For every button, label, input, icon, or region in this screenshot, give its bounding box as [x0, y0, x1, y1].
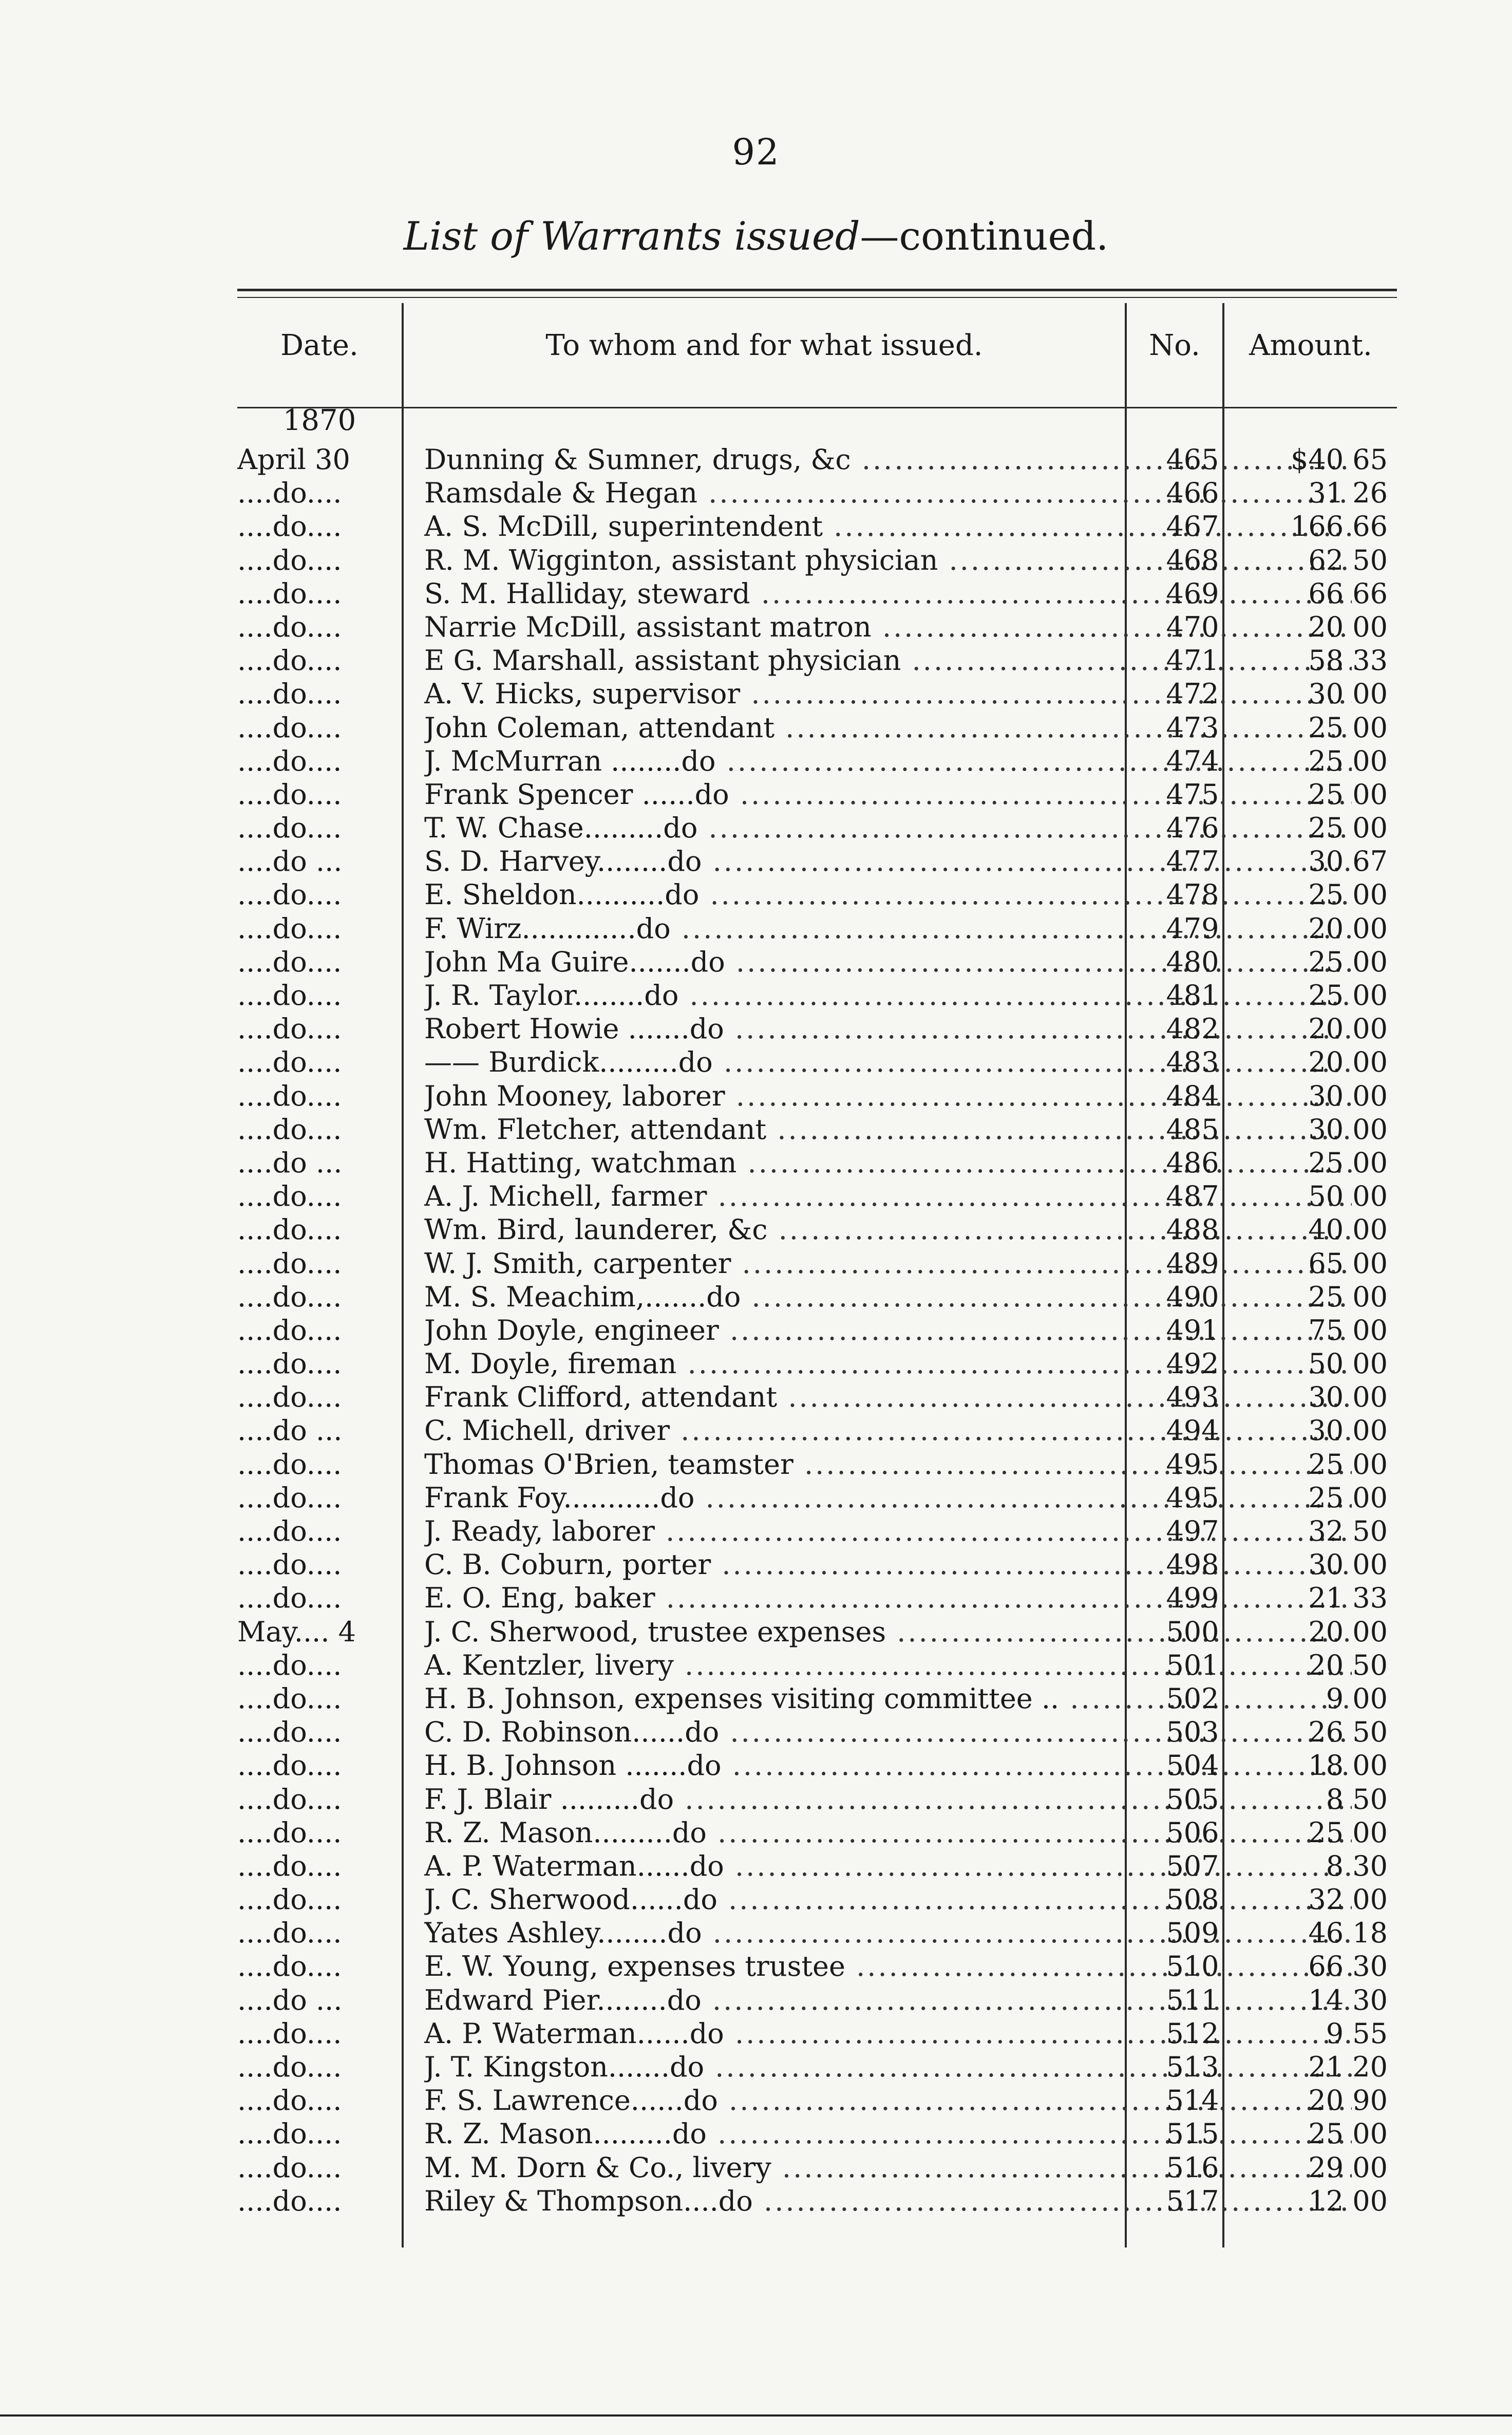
table-row	[237, 610, 1397, 644]
row-date: ....do....	[237, 1481, 342, 1514]
row-date: ....do....	[237, 1280, 342, 1313]
row-amount: 30 67	[1308, 845, 1388, 878]
row-description: A. J. Michell, farmer .....	[424, 1179, 1352, 1213]
row-date: ....do....	[237, 1749, 342, 1782]
row-amount: 25 00	[1308, 979, 1388, 1012]
row-date: ....do....	[237, 1079, 342, 1112]
row-number: 477	[1166, 845, 1219, 878]
table-row	[237, 443, 1397, 476]
row-amount: 21 20	[1308, 2051, 1388, 2083]
table-row	[237, 1113, 1397, 1146]
row-number: 506	[1166, 1816, 1219, 1849]
table-row	[237, 778, 1397, 811]
table-row	[237, 510, 1397, 543]
table-row	[237, 1045, 1397, 1079]
table-row	[237, 1950, 1397, 1983]
row-number: 494	[1166, 1414, 1219, 1447]
row-number: 516	[1166, 2151, 1219, 2184]
row-date: ....do....	[237, 878, 342, 911]
row-description: M. Doyle, fireman .....	[424, 1347, 1352, 1380]
table-row	[237, 1849, 1397, 1883]
row-number: 481	[1166, 979, 1219, 1012]
row-date: ....do ...	[237, 845, 343, 878]
table-row	[237, 1883, 1397, 1916]
row-description: E. O. Eng, baker .....	[424, 1581, 1352, 1615]
header-date: Date.	[280, 329, 358, 362]
row-amount: 46 18	[1308, 1917, 1388, 1950]
table-row	[237, 1481, 1397, 1514]
row-amount: 25 00	[1308, 1481, 1388, 1514]
row-amount: 25 00	[1308, 1448, 1388, 1481]
row-number: 486	[1166, 1146, 1219, 1179]
row-description: —— Burdick.........do .....	[424, 1045, 1352, 1079]
table-row	[237, 1280, 1397, 1314]
row-description: Wm. Bird, launderer, &c .....	[424, 1213, 1352, 1246]
page-number: 92	[732, 131, 780, 173]
row-description: A. S. McDill, superintendent .....	[424, 510, 1352, 543]
row-amount: 32 00	[1308, 1883, 1388, 1916]
row-amount: 25 00	[1308, 812, 1388, 845]
table-row	[237, 1581, 1397, 1615]
row-number: 487	[1166, 1180, 1219, 1213]
row-amount: 25 00	[1308, 1280, 1388, 1313]
row-date: ....do....	[237, 2051, 342, 2083]
row-amount: 30 00	[1308, 1381, 1388, 1414]
row-description: S. M. Halliday, steward .....	[424, 577, 1352, 610]
row-description: Frank Clifford, attendant .....	[424, 1380, 1352, 1414]
row-description: Wm. Fletcher, attendant .....	[424, 1113, 1352, 1146]
row-description: W. J. Smith, carpenter .....	[424, 1247, 1352, 1280]
table-row	[237, 878, 1397, 911]
row-description: E. W. Young, expenses trustee .....	[424, 1950, 1352, 1983]
row-number: 483	[1166, 1046, 1219, 1079]
row-date: ....do....	[237, 945, 342, 978]
table-row	[237, 912, 1397, 945]
table-row	[237, 1649, 1397, 1682]
row-number: 488	[1166, 1213, 1219, 1246]
title-plain: continued.	[899, 213, 1109, 259]
row-amount: 30 00	[1308, 678, 1388, 710]
row-amount: 25 00	[1308, 2118, 1388, 2150]
row-amount: 25 00	[1308, 711, 1388, 744]
row-amount: 29 00	[1308, 2151, 1388, 2184]
row-description: J. R. Taylor........do .....	[424, 979, 1352, 1012]
row-date: April 30	[237, 443, 350, 476]
row-amount: 20 00	[1308, 610, 1388, 643]
row-amount: 25 00	[1308, 945, 1388, 978]
year-label: 1870	[282, 404, 356, 437]
row-amount: 14 30	[1308, 1983, 1388, 2016]
row-number: 498	[1166, 1548, 1219, 1581]
row-date: ....do....	[237, 1046, 342, 1079]
table-row	[237, 2117, 1397, 2150]
row-amount: 31 26	[1308, 477, 1388, 510]
row-amount: 30 00	[1308, 1113, 1388, 1146]
row-date: ....do....	[237, 2084, 342, 2117]
table-row	[237, 811, 1397, 845]
row-date: ....do....	[237, 644, 342, 677]
row-description: Dunning & Sumner, drugs, &c .....	[424, 443, 1352, 476]
row-description: Thomas O'Brien, teamster .....	[424, 1448, 1352, 1481]
row-amount: 30 00	[1308, 1079, 1388, 1112]
row-date: ....do....	[237, 1783, 342, 1815]
title-dash: —	[860, 213, 899, 259]
table-row	[237, 544, 1397, 577]
row-number: 501	[1166, 1649, 1219, 1681]
row-number: 511	[1166, 1983, 1219, 2016]
row-amount: 66 66	[1308, 577, 1388, 610]
row-amount: 9 00	[1326, 1682, 1388, 1715]
row-date: ....do....	[237, 1649, 342, 1681]
row-number: 510	[1166, 1950, 1219, 1983]
row-number: 471	[1166, 644, 1219, 677]
row-description: J. C. Sherwood......do .....	[424, 1883, 1352, 1916]
row-description: H. B. Johnson, expenses visiting committee .. .....	[424, 1682, 1352, 1715]
row-date: ....do....	[237, 477, 342, 510]
table-row	[237, 2184, 1397, 2218]
row-number: 472	[1166, 678, 1219, 710]
row-number: 476	[1166, 812, 1219, 845]
row-number: 495	[1166, 1448, 1219, 1481]
table-row	[237, 2050, 1397, 2084]
table-row	[237, 476, 1397, 510]
row-date: ....do....	[237, 510, 342, 543]
row-number: 470	[1166, 610, 1219, 643]
row-description: E G. Marshall, assistant physician .....	[424, 644, 1352, 677]
row-number: 500	[1166, 1615, 1219, 1648]
row-description: F. Wirz.............do .....	[424, 912, 1352, 945]
row-description: H. B. Johnson .......do .....	[424, 1749, 1352, 1782]
table-row	[237, 1448, 1397, 1481]
row-description: Ramsdale & Hegan .....	[424, 476, 1352, 510]
table-row	[237, 677, 1397, 710]
row-number: 517	[1166, 2184, 1219, 2217]
table-row	[237, 2151, 1397, 2184]
table-row	[237, 1012, 1397, 1045]
table-row	[237, 1213, 1397, 1246]
warrant-list	[237, 443, 1397, 2218]
table-row	[237, 1314, 1397, 1347]
row-description: A. P. Waterman......do .....	[424, 1849, 1352, 1883]
row-amount: 25 00	[1308, 744, 1388, 777]
row-number: 507	[1166, 1849, 1219, 1882]
row-amount: $40 65	[1291, 443, 1388, 476]
row-number: 480	[1166, 945, 1219, 978]
table-row	[237, 1146, 1397, 1179]
row-description: John Doyle, engineer .....	[424, 1314, 1352, 1347]
row-number: 490	[1166, 1280, 1219, 1313]
row-description: Robert Howie .......do .....	[424, 1012, 1352, 1045]
table-row	[237, 577, 1397, 610]
row-date: ....do....	[237, 544, 342, 576]
row-amount: 166 66	[1291, 510, 1388, 543]
row-date: ....do....	[237, 711, 342, 744]
row-description: A. P. Waterman......do .....	[424, 2017, 1352, 2050]
row-date: ....do....	[237, 2151, 342, 2184]
row-number: 505	[1166, 1783, 1219, 1815]
header-amount: Amount.	[1249, 329, 1372, 362]
row-date: ....do....	[237, 678, 342, 710]
row-description: R. Z. Mason.........do .....	[424, 1816, 1352, 1849]
row-date: ....do ...	[237, 1146, 343, 1179]
row-amount: 58 33	[1308, 644, 1388, 677]
row-date: ....do....	[237, 778, 342, 811]
table-row	[237, 1414, 1397, 1447]
row-date: ....do....	[237, 1013, 342, 1045]
row-description: John Mooney, laborer .....	[424, 1079, 1352, 1113]
row-number: 466	[1166, 477, 1219, 510]
row-description: J. C. Sherwood, trustee expenses .....	[424, 1615, 1352, 1649]
row-description: R. M. Wigginton, assistant physician .....	[424, 544, 1352, 577]
table-row	[237, 711, 1397, 744]
row-date: ....do....	[237, 1113, 342, 1146]
row-description: H. Hatting, watchman .....	[424, 1146, 1352, 1179]
row-description: J. Ready, laborer .....	[424, 1514, 1352, 1548]
row-amount: 20 90	[1308, 2084, 1388, 2117]
row-description: F. S. Lawrence......do .....	[424, 2084, 1352, 2117]
row-date: ....do....	[237, 1883, 342, 1916]
row-amount: 32 50	[1308, 1515, 1388, 1547]
row-date: ....do....	[237, 1917, 342, 1950]
row-number: 468	[1166, 544, 1219, 576]
row-amount: 20 00	[1308, 1046, 1388, 1079]
row-date: ....do....	[237, 1515, 342, 1547]
row-number: 479	[1166, 912, 1219, 945]
row-description: T. W. Chase.........do .....	[424, 811, 1352, 845]
row-number: 514	[1166, 2084, 1219, 2117]
row-amount: 21 33	[1308, 1582, 1388, 1615]
row-description: Yates Ashley........do .....	[424, 1916, 1352, 1950]
row-number: 503	[1166, 1716, 1219, 1749]
row-number: 508	[1166, 1883, 1219, 1916]
row-description: Frank Spencer ......do .....	[424, 778, 1352, 811]
table-row	[237, 1079, 1397, 1113]
row-date: ....do....	[237, 1448, 342, 1481]
row-amount: 26 50	[1308, 1716, 1388, 1749]
table-row	[237, 2017, 1397, 2050]
header-description: To whom and for what issued.	[545, 329, 983, 362]
row-date: ....do....	[237, 2017, 342, 2050]
row-amount: 30 00	[1308, 1548, 1388, 1581]
row-number: 478	[1166, 878, 1219, 911]
row-description: J. McMurran ........do .....	[424, 744, 1352, 778]
row-amount: 12 00	[1308, 2184, 1388, 2217]
row-date: ....do....	[237, 610, 342, 643]
row-amount: 40 00	[1308, 1213, 1388, 1246]
row-description: F. J. Blair .........do .....	[424, 1783, 1352, 1816]
row-date: ....do....	[237, 744, 342, 777]
row-amount: 18 00	[1308, 1749, 1388, 1782]
table-row	[237, 644, 1397, 677]
row-description: E. Sheldon..........do .....	[424, 878, 1352, 911]
table-row	[237, 1749, 1397, 1782]
table-row	[237, 1783, 1397, 1816]
row-number: 493	[1166, 1381, 1219, 1414]
row-date: ....do....	[237, 812, 342, 845]
row-description: C. B. Coburn, porter .....	[424, 1548, 1352, 1581]
row-description: Edward Pier........do .....	[424, 1983, 1352, 2017]
row-date: ....do....	[237, 912, 342, 945]
row-description: S. D. Harvey........do .....	[424, 845, 1352, 878]
top-rule-thick	[237, 289, 1397, 291]
row-number: 474	[1166, 744, 1219, 777]
table-row	[237, 1816, 1397, 1849]
row-date: ....do....	[237, 1381, 342, 1414]
table-row	[237, 1682, 1397, 1715]
row-number: 504	[1166, 1749, 1219, 1782]
table-row	[237, 1179, 1397, 1213]
row-amount: 9 55	[1326, 2017, 1388, 2050]
row-amount: 25 00	[1308, 1816, 1388, 1849]
row-date: ....do....	[237, 1849, 342, 1882]
row-amount: 20 00	[1308, 1013, 1388, 1045]
table-row	[237, 1916, 1397, 1950]
row-amount: 65 00	[1308, 1247, 1388, 1280]
row-date: ....do....	[237, 577, 342, 610]
row-date: ....do....	[237, 1816, 342, 1849]
row-description: Frank Foy...........do .....	[424, 1481, 1352, 1514]
row-date: ....do....	[237, 1582, 342, 1615]
row-number: 509	[1166, 1917, 1219, 1950]
row-date: ....do....	[237, 1682, 342, 1715]
row-date: ....do....	[237, 2118, 342, 2150]
row-number: 484	[1166, 1079, 1219, 1112]
table-row	[237, 1347, 1397, 1380]
row-description: R. Z. Mason.........do .....	[424, 2117, 1352, 2150]
table-row	[237, 1715, 1397, 1749]
table-row	[237, 945, 1397, 979]
row-date: ....do....	[237, 1314, 342, 1346]
row-description: John Ma Guire.......do .....	[424, 945, 1352, 979]
row-description: J. T. Kingston.......do .....	[424, 2050, 1352, 2084]
row-description: Riley & Thompson....do .....	[424, 2184, 1352, 2218]
table-row	[237, 1615, 1397, 1649]
row-amount: 20 00	[1308, 1615, 1388, 1648]
row-date: ....do....	[237, 1180, 342, 1213]
table-row	[237, 1548, 1397, 1581]
row-number: 515	[1166, 2118, 1219, 2150]
row-number: 492	[1166, 1347, 1219, 1380]
row-number: 495	[1166, 1481, 1219, 1514]
table-row	[237, 1983, 1397, 2017]
row-amount: 62 50	[1308, 544, 1388, 576]
table-row	[237, 1380, 1397, 1414]
row-date: ....do....	[237, 1213, 342, 1246]
table-row	[237, 2084, 1397, 2117]
row-amount: 50 00	[1308, 1347, 1388, 1380]
header-number: No.	[1149, 329, 1200, 362]
row-amount: 66 30	[1308, 1950, 1388, 1983]
row-number: 469	[1166, 577, 1219, 610]
row-description: John Coleman, attendant .....	[424, 711, 1352, 744]
bottom-rule	[0, 2414, 1512, 2417]
row-number: 467	[1166, 510, 1219, 543]
row-amount: 8 30	[1326, 1849, 1388, 1882]
row-date: ....do ...	[237, 1983, 343, 2016]
row-number: 489	[1166, 1247, 1219, 1280]
row-date: ....do....	[237, 1347, 342, 1380]
row-date: ....do....	[237, 1247, 342, 1280]
row-number: 465	[1166, 443, 1219, 476]
page-title	[0, 213, 1512, 259]
row-date: ....do....	[237, 1548, 342, 1581]
row-number: 482	[1166, 1013, 1219, 1045]
row-date: ....do....	[237, 2184, 342, 2217]
row-description: M. S. Meachim,.......do .....	[424, 1280, 1352, 1314]
row-number: 502	[1166, 1682, 1219, 1715]
table-row	[237, 979, 1397, 1012]
row-date: ....do....	[237, 1950, 342, 1983]
row-amount: 25 00	[1308, 1146, 1388, 1179]
table-row	[237, 744, 1397, 778]
table-row	[237, 1247, 1397, 1280]
row-amount: 75 00	[1308, 1314, 1388, 1346]
row-number: 475	[1166, 778, 1219, 811]
row-amount: 50 00	[1308, 1180, 1388, 1213]
row-amount: 20 50	[1308, 1649, 1388, 1681]
row-description: Narrie McDill, assistant matron .....	[424, 610, 1352, 644]
row-date: ....do....	[237, 979, 342, 1012]
row-amount: 30 00	[1308, 1414, 1388, 1447]
row-number: 485	[1166, 1113, 1219, 1146]
row-amount: 25 00	[1308, 778, 1388, 811]
row-amount: 8 50	[1326, 1783, 1388, 1815]
table-row	[237, 1514, 1397, 1548]
row-number: 512	[1166, 2017, 1219, 2050]
row-number: 497	[1166, 1515, 1219, 1547]
row-number: 473	[1166, 711, 1219, 744]
table-row	[237, 845, 1397, 878]
row-date: May.... 4	[237, 1615, 356, 1648]
row-number: 491	[1166, 1314, 1219, 1346]
row-description: M. M. Dorn & Co., livery .....	[424, 2151, 1352, 2184]
top-rule-thin	[237, 297, 1397, 298]
row-description: A. V. Hicks, supervisor .....	[424, 677, 1352, 710]
row-date: ....do....	[237, 1716, 342, 1749]
title-italic: List of Warrants issued	[403, 213, 860, 259]
row-amount: 20 00	[1308, 912, 1388, 945]
row-number: 513	[1166, 2051, 1219, 2083]
row-description: A. Kentzler, livery .....	[424, 1649, 1352, 1682]
row-amount: 25 00	[1308, 878, 1388, 911]
row-description: C. D. Robinson......do .....	[424, 1715, 1352, 1749]
row-description: C. Michell, driver .....	[424, 1414, 1352, 1447]
row-date: ....do ...	[237, 1414, 343, 1447]
row-number: 499	[1166, 1582, 1219, 1615]
